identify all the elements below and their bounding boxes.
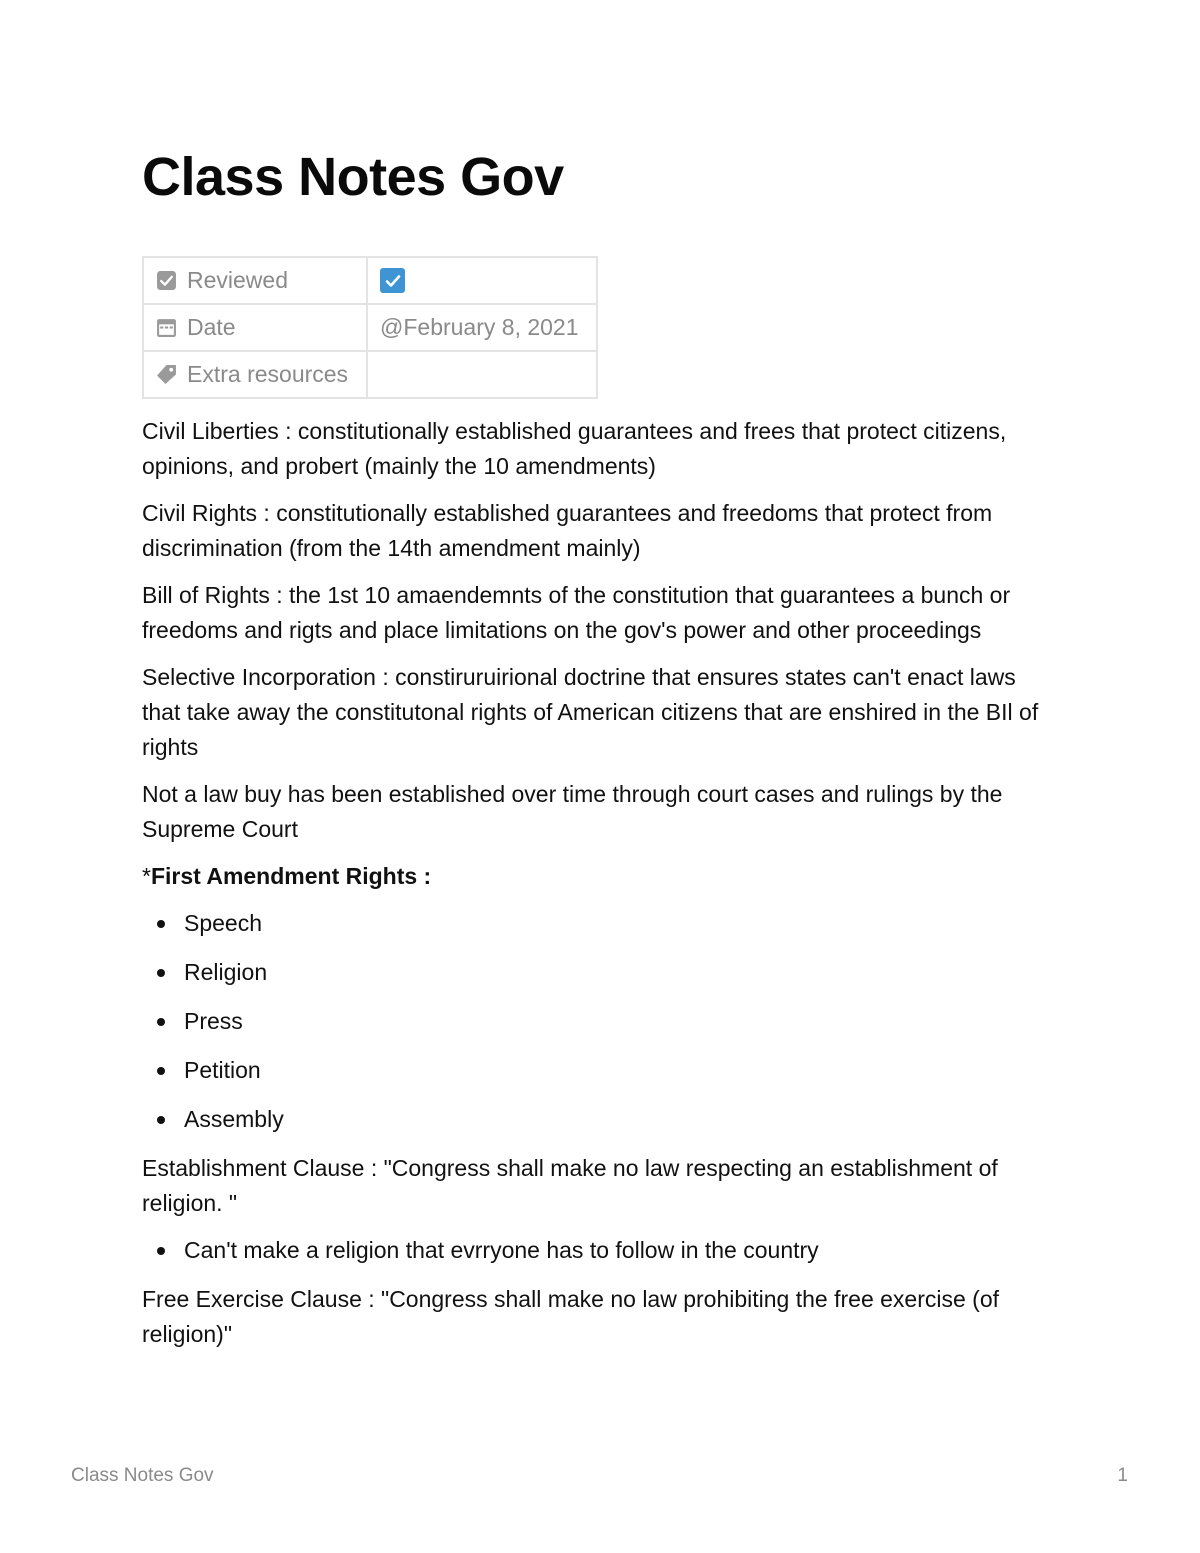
tag-icon — [156, 364, 177, 385]
paragraph-civil-liberties: Civil Liberties : constitutionally established guarantees and frees that protect citizens, opinions, and probert (mainly the 10 amendments) — [142, 418, 1007, 479]
heading-bold-text: First Amendment Rights — [150, 863, 418, 889]
heading-colon: : — [417, 863, 432, 889]
footer-doc-title: Class Notes Gov — [71, 1465, 214, 1486]
list-item: Petition — [142, 1053, 1052, 1088]
date-value[interactable]: @February 8, 2021 — [380, 314, 579, 340]
paragraph-selective-incorporation: Selective Incorporation : constiruruirional doctrine that ensures states can't enact laws that take away the constitutonal rights of American citizens that are enshired in the BIl of rights — [142, 664, 1039, 760]
list-item: Can't make a religion that evrryone has to follow in the country — [142, 1233, 1052, 1268]
paragraph-free-exercise-clause: Free Exercise Clause : "Congress shall make no law prohibiting the free exercise (of religion)" — [142, 1286, 999, 1347]
paragraph-civil-rights: Civil Rights : constitutionally established guarantees and freedoms that protect from discrimination (from the 14th amendment mainly) — [142, 500, 993, 561]
property-label-reviewed: Reviewed — [187, 267, 288, 293]
property-row-date — [143, 304, 597, 351]
rights-list — [142, 906, 1052, 1137]
property-label-date: Date — [187, 314, 236, 340]
extra-resources-value[interactable] — [367, 351, 597, 398]
note-body — [142, 414, 1052, 1364]
property-label-extra-resources: Extra resources — [187, 361, 349, 387]
establishment-list — [142, 1233, 1052, 1268]
calendar-icon — [156, 317, 177, 338]
heading-asterisk: * — [142, 863, 151, 889]
paragraph-bill-of-rights: Bill of Rights : the 1st 10 amaendemnts of the constitution that guarantees a bunch or freedoms and rigts and place limitations on the gov's power and other proceedings — [142, 582, 1011, 643]
paragraph-court-cases: Not a law buy has been established over time through court cases and rulings by the Supreme Court — [142, 781, 1003, 842]
property-row-reviewed — [143, 257, 597, 304]
paragraph-establishment-clause: Establishment Clause : "Congress shall make no law respecting an establishment of religion. " — [142, 1155, 998, 1216]
properties-table — [142, 256, 598, 399]
list-item: Religion — [142, 955, 1052, 990]
footer-page-number: 1 — [1117, 1465, 1128, 1486]
checkbox-property-icon — [156, 270, 177, 291]
page-title: Class Notes Gov — [142, 147, 564, 207]
list-item: Speech — [142, 906, 1052, 941]
checkmark-icon — [384, 272, 402, 290]
list-item: Press — [142, 1004, 1052, 1039]
reviewed-checkbox[interactable] — [380, 268, 405, 293]
list-item: Assembly — [142, 1102, 1052, 1137]
property-row-extra-resources — [143, 351, 597, 398]
first-amendment-heading — [142, 859, 1052, 894]
